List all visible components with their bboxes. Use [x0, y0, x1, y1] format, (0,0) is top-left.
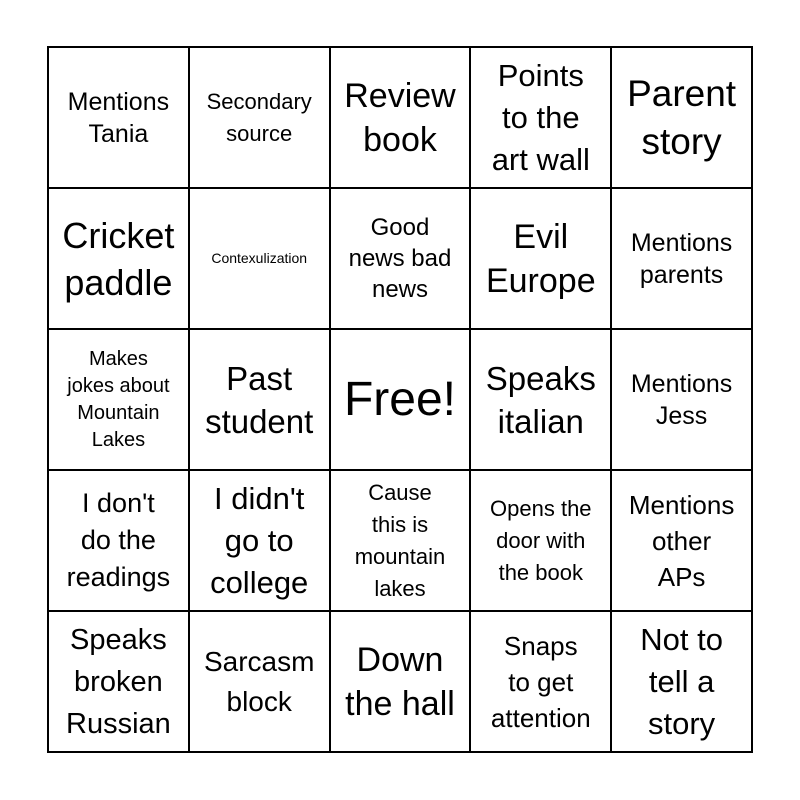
bingo-cell[interactable]	[48, 188, 189, 329]
bingo-cell[interactable]	[189, 470, 330, 611]
cell-text: Mentions Jess	[630, 369, 733, 430]
cell-text: Speaks broken Russian	[66, 623, 171, 740]
cell-text: Sarcasm block	[203, 645, 315, 717]
cell-text: Free!	[343, 372, 456, 426]
cell-text: Snaps to get attention	[490, 630, 591, 733]
cell-text: Cricket paddle	[62, 214, 175, 303]
cell-text: Evil Europe	[485, 217, 596, 300]
bingo-cell[interactable]	[48, 329, 189, 470]
bingo-cell[interactable]	[611, 47, 752, 188]
bingo-cell[interactable]	[330, 188, 471, 329]
bingo-cell[interactable]	[470, 470, 611, 611]
cell-text: Points to the art wall	[491, 57, 590, 177]
bingo-cell[interactable]	[611, 611, 752, 752]
bingo-cell[interactable]	[48, 470, 189, 611]
cell-text: Mentions parents	[630, 228, 733, 289]
cell-text: Mentions other APs	[628, 489, 735, 592]
bingo-board	[47, 46, 753, 753]
bingo-cell[interactable]	[189, 611, 330, 752]
bingo-cell[interactable]	[330, 470, 471, 611]
cell-text: Secondary source	[206, 88, 312, 146]
bingo-cell[interactable]	[189, 47, 330, 188]
bingo-cell[interactable]	[189, 329, 330, 470]
cell-text: Makes jokes about Mountain Lakes	[67, 347, 170, 451]
free-space[interactable]	[330, 329, 471, 470]
bingo-cell[interactable]	[611, 188, 752, 329]
bingo-cell[interactable]	[48, 47, 189, 188]
cell-text: I didn't go to college	[210, 480, 309, 600]
bingo-cell[interactable]	[48, 611, 189, 752]
cell-text: I don't do the readings	[66, 488, 171, 592]
cell-text: Speaks italian	[485, 359, 596, 440]
bingo-cell[interactable]	[470, 188, 611, 329]
bingo-cell[interactable]	[470, 47, 611, 188]
cell-text: Cause this is mountain lakes	[354, 479, 446, 601]
bingo-cell[interactable]	[330, 611, 471, 752]
bingo-cell[interactable]	[470, 611, 611, 752]
bingo-cell[interactable]	[611, 329, 752, 470]
cell-text: Not to tell a story	[640, 621, 723, 741]
cell-text: Parent story	[627, 72, 737, 162]
bingo-cell[interactable]	[189, 188, 330, 329]
bingo-cell[interactable]	[470, 329, 611, 470]
cell-text: Mentions Tania	[67, 87, 170, 148]
cell-text: Opens the door with the book	[490, 495, 592, 585]
cell-text: Past student	[205, 359, 314, 440]
bingo-cell[interactable]	[611, 470, 752, 611]
cell-text: Contexulization	[211, 250, 308, 266]
cell-text: Down the hall	[345, 640, 455, 723]
cell-text: Review book	[344, 76, 456, 159]
cell-text: Good news bad news	[348, 214, 452, 303]
bingo-cell[interactable]	[330, 47, 471, 188]
